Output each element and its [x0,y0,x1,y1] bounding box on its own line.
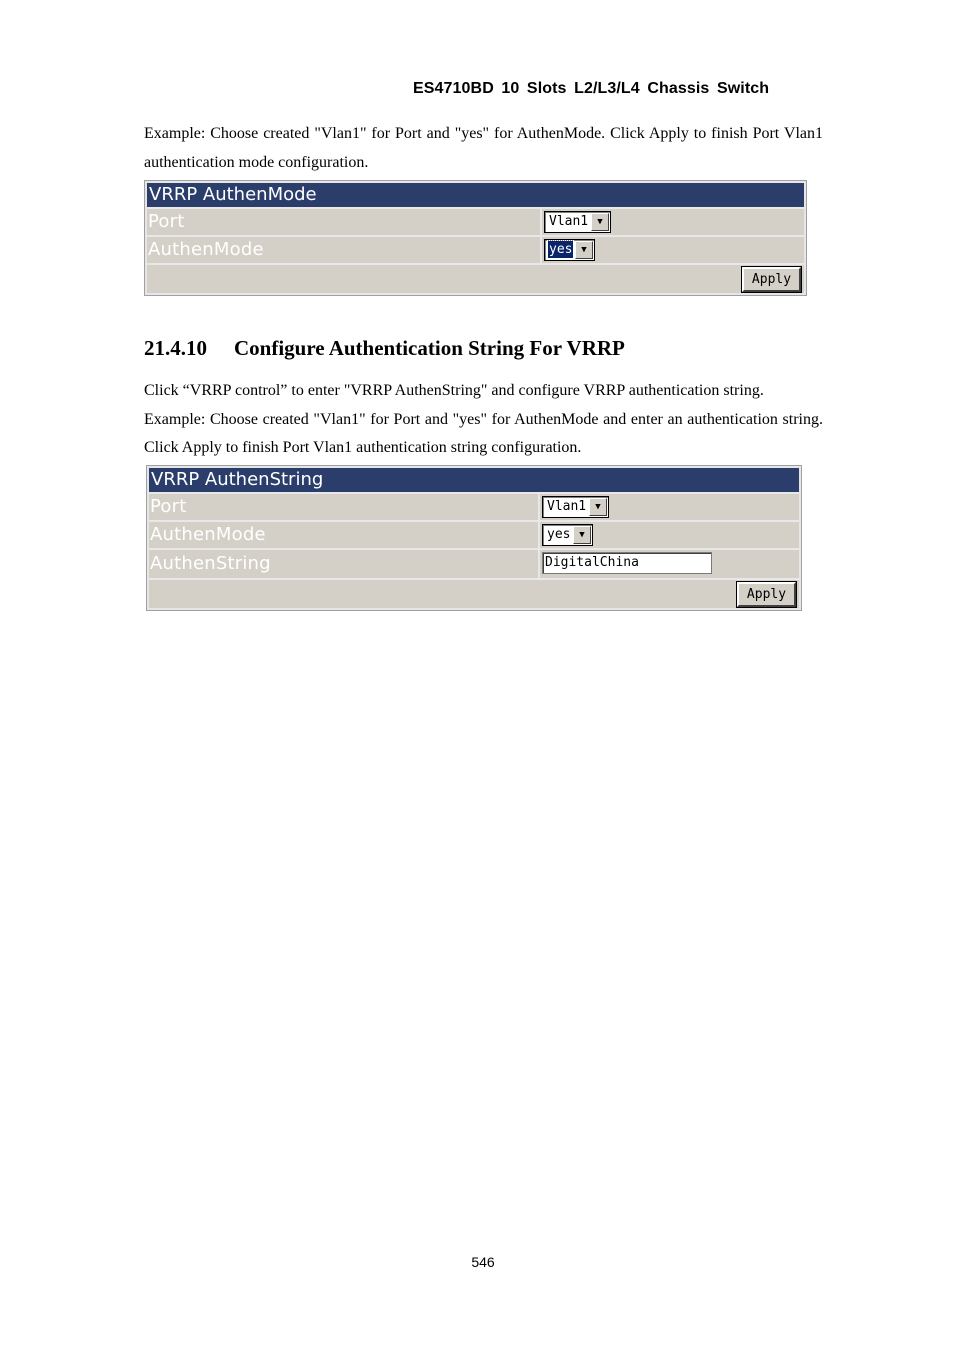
authenmode-label: AuthenMode [148,239,264,260]
authenstring-label: AuthenString [150,553,271,574]
port-select[interactable] [544,211,611,233]
port-select-value: Vlan1 [549,214,589,229]
chevron-down-icon[interactable]: ▼ [575,241,593,259]
port-label: Port [148,211,185,232]
chevron-down-icon[interactable]: ▼ [573,526,591,544]
port-select-value: Vlan1 [547,499,587,514]
chevron-down-icon[interactable]: ▼ [589,498,607,516]
port-row [149,494,799,522]
apply-button[interactable]: Apply [742,267,801,292]
authenmode-select[interactable] [544,239,595,261]
apply-row [147,265,804,293]
section-title: Configure Authentication String For VRRP [234,336,625,360]
intro-text: Example: Choose created "Vlan1" for Port and "yes" for AuthenMode. Click Apply to finish Port Vlan1 authentication mode configuration. [144,125,823,171]
authenmode-row [149,522,799,550]
form-title: VRRP AuthenString [149,468,799,494]
authenmode-select-value: yes [549,242,573,257]
section-heading [144,336,625,361]
authenmode-row [147,237,804,265]
authenstring-input[interactable]: DigitalChina [542,552,712,574]
port-select[interactable] [542,496,609,518]
port-label: Port [150,496,187,517]
section-paragraph [144,377,823,463]
vrrp-authenstring-form [147,466,801,610]
document-header: ES4710BD 10 Slots L2/L3/L4 Chassis Switch [413,80,770,97]
intro-paragraph [144,120,823,177]
section-line-2: Example: Choose created "Vlan1" for Port and "yes" for AuthenMode and enter an authentication string. Click Apply to finish Port Vlan1 authentication string configuration. [144,410,823,456]
chevron-down-icon[interactable]: ▼ [591,213,609,231]
authenmode-select[interactable] [542,524,593,546]
section-line-1: Click “VRRP control” to enter "VRRP AuthenString" and configure VRRP authentication string. [144,382,764,399]
apply-button[interactable]: Apply [737,582,796,607]
apply-row [149,580,799,608]
authenmode-label: AuthenMode [150,524,266,545]
vrrp-authenmode-form [145,181,806,295]
authenstring-row [149,550,799,580]
authenmode-select-value: yes [547,527,571,542]
port-row [147,209,804,237]
section-number: 21.4.10 [144,336,207,360]
page-number: 546 [471,1254,495,1270]
form-title: VRRP AuthenMode [147,183,804,209]
